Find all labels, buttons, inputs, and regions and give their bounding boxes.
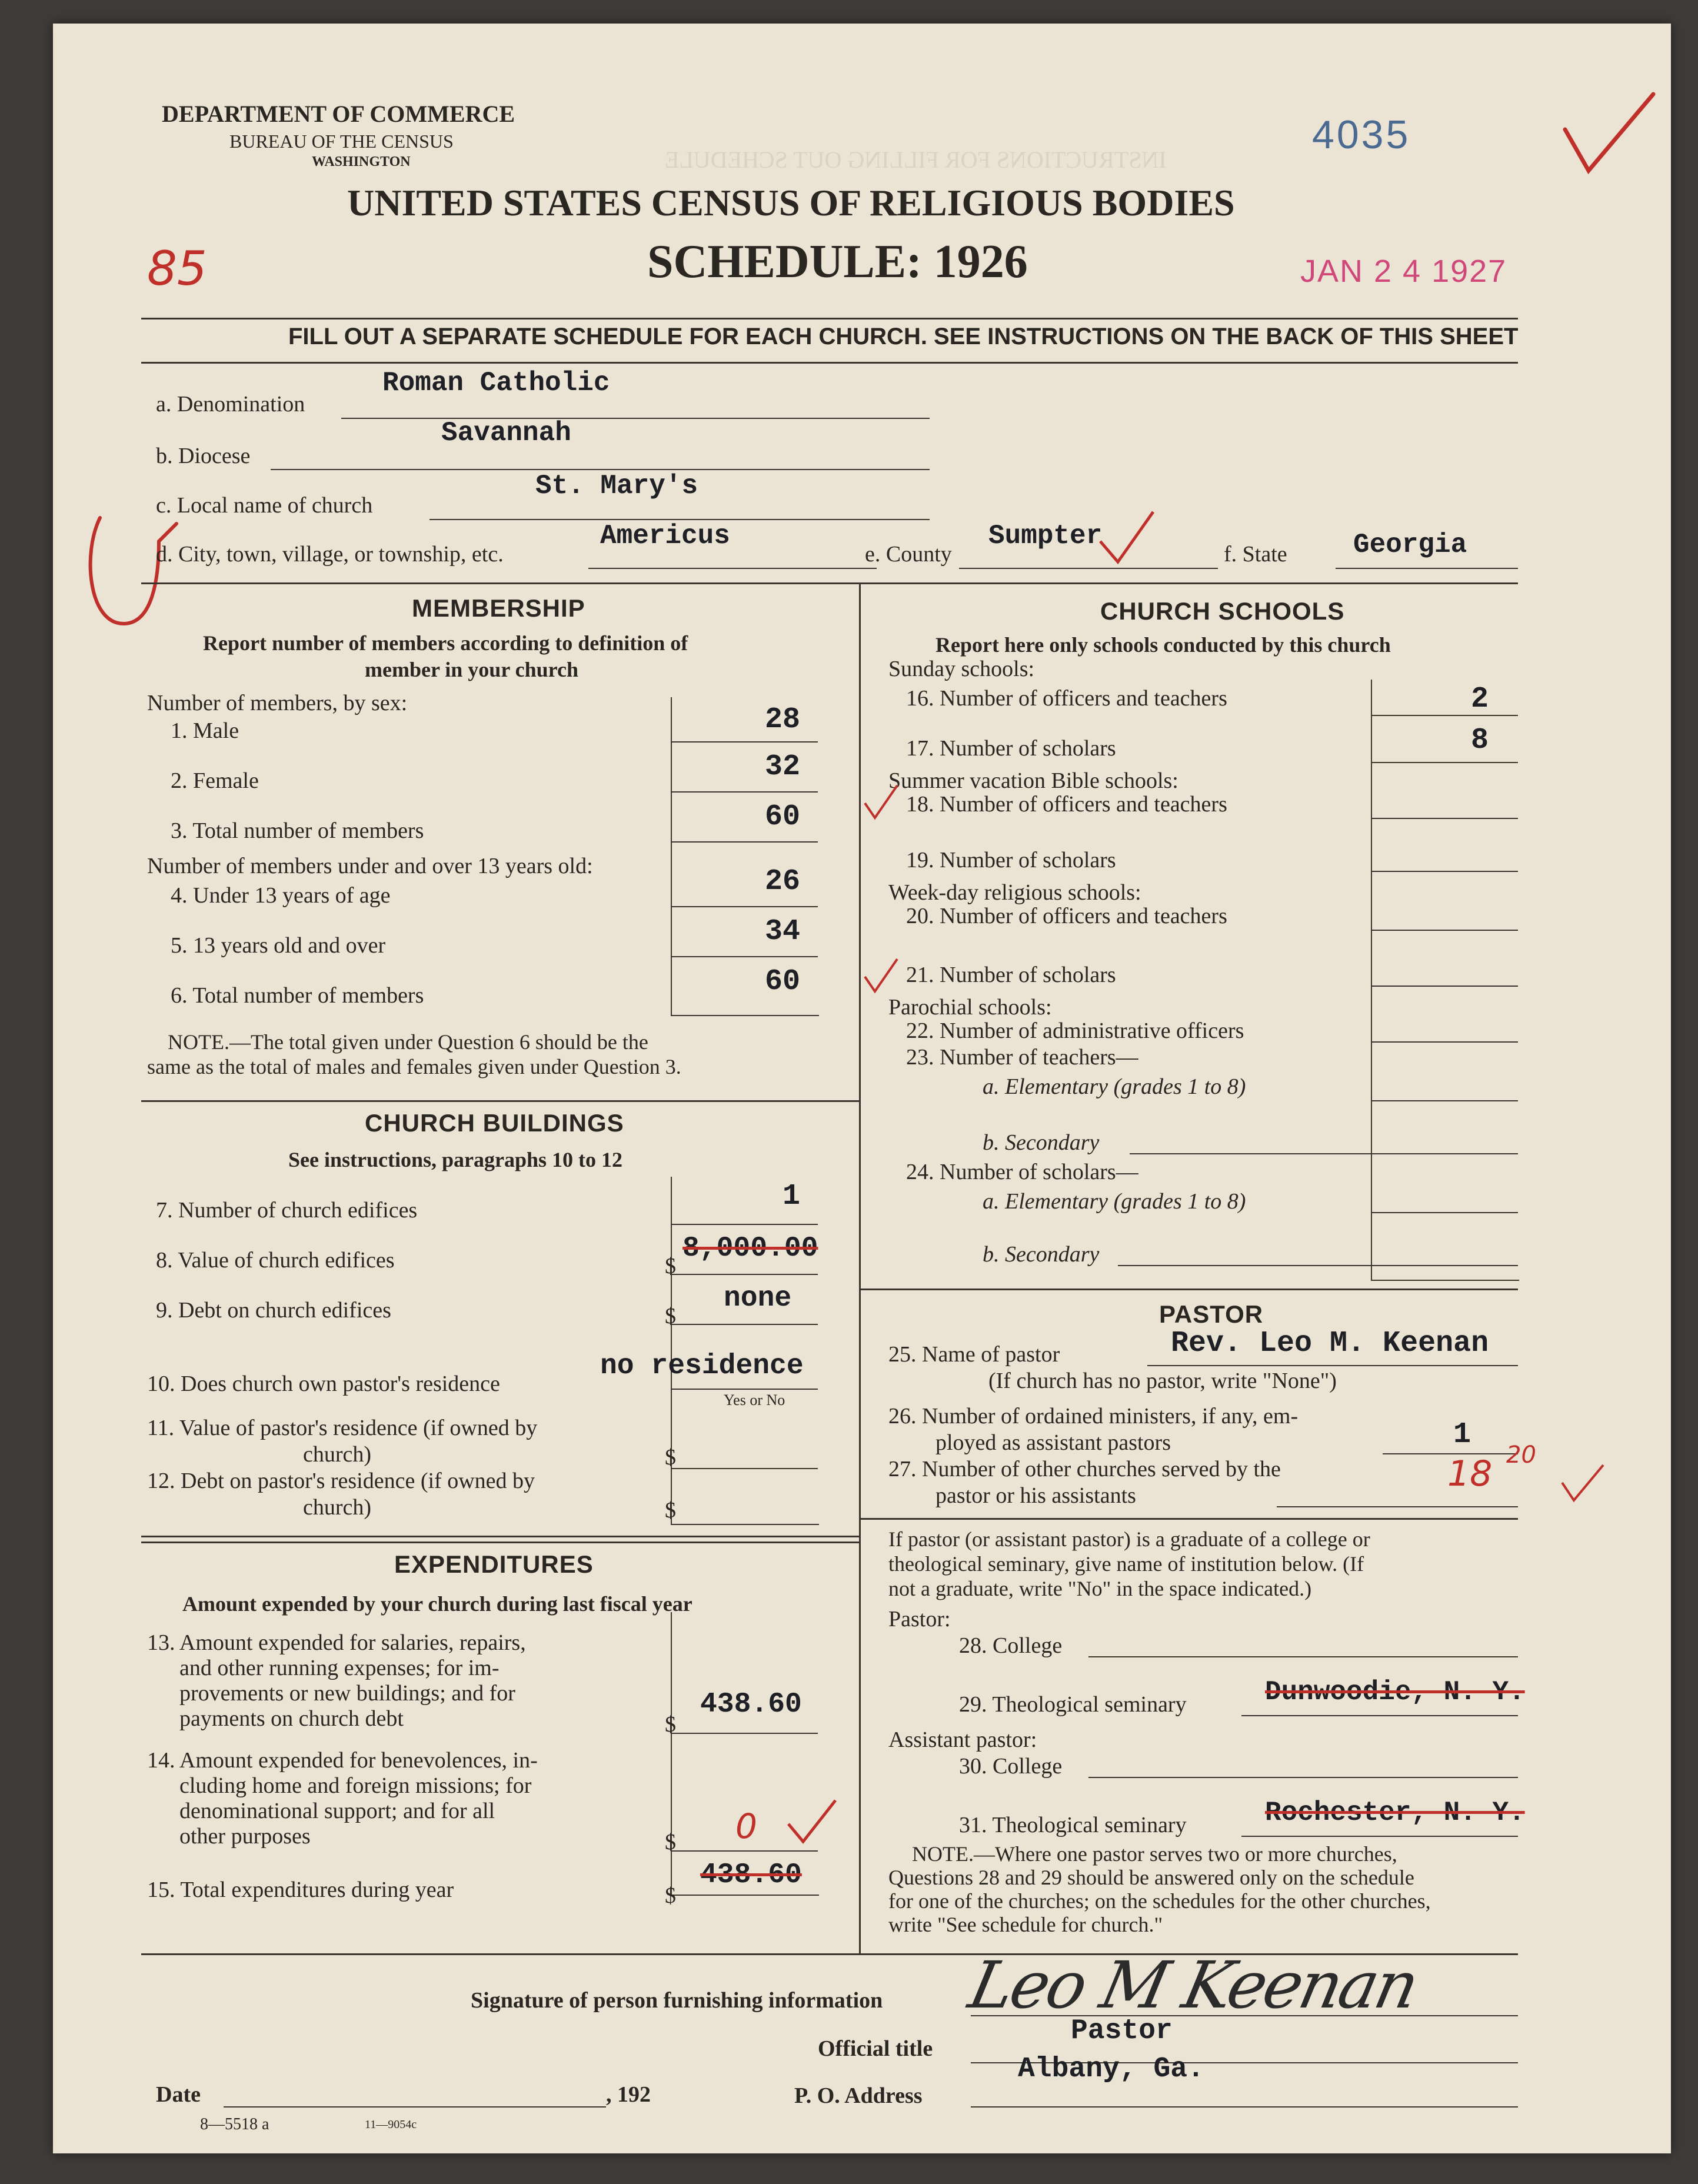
q13-line [671,1733,818,1734]
denomination-value: Roman Catholic [382,368,610,398]
state-label: f. State [1224,542,1287,567]
church-name-value: St. Mary's [535,471,698,501]
q11-label-1: 11. Value of pastor's residence (if owned by [147,1416,538,1440]
q9-line [671,1324,818,1325]
q12-label-1: 12. Debt on pastor's residence (if owned by [147,1469,535,1493]
membership-note-1: NOTE.—The total given under Question 6 should be the [168,1030,648,1054]
q24a-line [1371,1212,1518,1213]
membership-intro-1: Report number of members according to definition of [203,631,688,655]
buildings-divider-2 [141,1542,859,1543]
q11-label-2: church) [303,1442,372,1467]
q21-check-mark [862,956,903,997]
instruction-banner: FILL OUT A SEPARATE SCHEDULE FOR EACH CHURCH. SEE INSTRUCTIONS ON THE BACK OF THIS SHEET [288,324,1519,349]
q24-label: 24. Number of scholars— [906,1160,1138,1184]
official-title-value: Pastor [1071,2015,1173,2047]
q15-dollar: $ [665,1883,676,1908]
date-line [224,2106,606,2108]
q27-check-mark [1559,1459,1606,1506]
q16-value: 2 [1471,682,1489,716]
buildings-divider [141,1536,859,1537]
q18-line [1371,818,1518,819]
pastor-name-value: Rev. Leo M. Keenan [1171,1327,1489,1360]
q23a-line [1371,1100,1518,1101]
official-title-label: Official title [818,2036,933,2061]
q14-label-4: other purposes [179,1824,311,1849]
state-line [1336,568,1518,569]
q29-label: 29. Theological seminary [959,1692,1187,1717]
city-label: d. City, town, village, or township, etc. [156,542,504,567]
red-check-mark [1559,88,1659,182]
washington-label: WASHINGTON [312,154,411,169]
q26-value: 1 [1453,1418,1471,1451]
q29-value: Dunwoodie, N. Y. [1265,1677,1525,1707]
county-value: Sumpter [988,521,1103,551]
q8-line [671,1274,818,1275]
q13-dollar: $ [665,1712,676,1737]
address-line [971,2106,1518,2108]
schools-subtitle: Report here only schools conducted by this church [935,633,1391,657]
q27-label-1: 27. Number of other churches served by the [888,1457,1281,1481]
received-date-stamp: JAN 2 4 1927 [1300,254,1507,289]
buildings-subtitle: See instructions, paragraphs 10 to 12 [288,1148,623,1171]
county-label: e. County [865,542,952,567]
q14-check-mark [783,1795,841,1847]
handwritten-number: 85 [147,241,207,296]
q1-label: 1. Male [171,718,239,743]
pastor-note-1: NOTE.—Where one pastor serves two or more churches, [912,1842,1397,1866]
pastor-title: PASTOR [1159,1300,1264,1328]
q5-value: 34 [765,915,801,948]
parochial-schools-label: Parochial schools: [888,995,1052,1020]
form-title: UNITED STATES CENSUS OF RELIGIOUS BODIES [347,182,1235,224]
graduate-note-2: theological seminary, give name of institution below. (If [888,1552,1364,1576]
pastor-signature: Leo M Keenan [963,1947,1424,2023]
q24b-label: b. Secondary [983,1242,1100,1267]
department-label: DEPARTMENT OF COMMERCE [162,101,515,127]
q28-label: 28. College [959,1633,1063,1658]
q15-label: 15. Total expenditures during year [147,1877,454,1902]
q27-value: 18 [1447,1453,1493,1494]
q30-line [1088,1777,1518,1778]
q5-line [671,956,818,957]
pastor-note-2: Questions 28 and 29 should be answered only on the schedule [888,1866,1414,1889]
q27-value-alt: 20 [1506,1441,1536,1469]
q16-line [1371,715,1518,716]
q20-line [1371,930,1518,931]
q9-value: none [724,1283,792,1314]
q11-line [671,1468,818,1469]
state-value: Georgia [1353,530,1467,560]
q27-line [1277,1506,1518,1507]
q14-label-3: denominational support; and for all [179,1799,495,1823]
q6-value: 60 [765,965,801,998]
q17-label: 17. Number of scholars [906,736,1116,761]
q30-label: 30. College [959,1754,1063,1779]
denomination-line [341,418,930,419]
q21-label: 21. Number of scholars [906,963,1116,987]
show-through-heading: INSTRUCTIONS FOR FILLING OUT SCHEDULE [665,147,1167,173]
q7-value: 1 [783,1180,801,1213]
q1-line [671,741,818,743]
signature-line [971,2015,1518,2016]
church-name-label: c. Local name of church [156,493,373,518]
column-divider [859,582,861,1953]
q7-label: 7. Number of church edifices [156,1198,418,1223]
schedule-title: SCHEDULE: 1926 [647,236,1028,288]
q3-value: 60 [765,800,801,834]
q28-line [1088,1656,1518,1657]
q19-line [1371,871,1518,872]
q4-label: 4. Under 13 years of age [171,883,391,908]
graduate-note-3: not a graduate, write "No" in the space indicated.) [888,1577,1312,1600]
q3-line [671,841,818,843]
q25-label: 25. Name of pastor [888,1342,1060,1367]
pastor-subheading: Pastor: [888,1607,951,1632]
q18-check-mark [862,783,903,824]
q24a-label: a. Elementary (grades 1 to 8) [983,1189,1246,1214]
q14-label-1: 14. Amount expended for benevolences, in- [147,1748,538,1773]
q8-dollar: $ [665,1254,676,1279]
q23b-line [1130,1153,1518,1154]
q25-note: (If church has no pastor, write "None") [988,1369,1337,1393]
diocese-label: b. Diocese [156,444,251,468]
buildings-title: CHURCH BUILDINGS [365,1109,624,1137]
q9-label: 9. Debt on church edifices [156,1298,391,1323]
q29-line [1241,1715,1518,1716]
q24b-line [1118,1265,1518,1266]
q17-value: 8 [1471,724,1489,757]
q9-dollar: $ [665,1304,676,1329]
address-label: P. O. Address [794,2083,923,2108]
print-number: 11—9054c [365,2118,417,2131]
section-divider-top [141,582,1518,584]
top-divider [141,318,1518,319]
q18-label: 18. Number of officers and teachers [906,792,1227,817]
membership-note-2: same as the total of males and females given under Question 3. [147,1055,681,1078]
address-value: Albany, Ga. [1018,2053,1204,2085]
q4-value: 26 [765,865,801,898]
q27-label-2: pastor or his assistants [935,1483,1136,1508]
q25-line [1147,1365,1518,1366]
q10-line [671,1389,818,1390]
q2-label: 2. Female [171,768,259,793]
q13-value: 438.60 [700,1689,802,1720]
q14-dollar: $ [665,1830,676,1855]
census-form-sheet [53,24,1671,2153]
q13-label-2: and other running expenses; for im- [179,1656,500,1680]
yes-no-hint: Yes or No [724,1391,785,1409]
q31-label: 31. Theological seminary [959,1813,1187,1837]
church-name-line [430,519,930,520]
pastor-note-4: write "See schedule for church." [888,1913,1163,1936]
q7-line [671,1224,818,1225]
membership-divider [141,1100,859,1102]
red-u-mark [71,506,188,641]
city-value: Americus [600,521,730,551]
signature-label: Signature of person furnishing information [471,1988,883,2013]
sunday-schools-label: Sunday schools: [888,657,1035,681]
q14-value: 0 [735,1806,757,1846]
date-year: , 192 [606,2082,651,2107]
q13-label-3: provements or new buildings; and for [179,1681,515,1706]
q3-label: 3. Total number of members [171,818,424,843]
membership-intro-2: member in your church [365,658,579,681]
q13-label-4: payments on church debt [179,1706,404,1731]
form-number: 8—5518 a [200,2115,269,2133]
q10-value: no residence [600,1350,804,1382]
q26-label-1: 26. Number of ordained ministers, if any, em- [888,1404,1299,1429]
banner-divider [141,362,1518,364]
q15-value: 438.60 [700,1859,802,1891]
q31-line [1241,1836,1518,1837]
q23b-label: b. Secondary [983,1130,1100,1155]
q6-label: 6. Total number of members [171,983,424,1008]
schools-divider [859,1289,1518,1290]
members-by-sex-label: Number of members, by sex: [147,691,408,715]
serial-number: 4035 [1312,112,1411,157]
q11-dollar: $ [665,1445,676,1470]
q22-line [1371,1041,1518,1043]
expenditures-number-column [671,1612,819,1896]
members-by-age-label: Number of members under and over 13 years old: [147,854,593,878]
date-label: Date [156,2082,201,2107]
q23-label: 23. Number of teachers— [906,1045,1138,1070]
county-line [959,568,1218,569]
bureau-label: BUREAU OF THE CENSUS [229,131,454,152]
pastor-divider [859,1518,1518,1520]
q5-label: 5. 13 years old and over [171,933,386,958]
q12-dollar: $ [665,1498,676,1523]
expenditures-subtitle: Amount expended by your church during last fiscal year [182,1592,692,1616]
q1-value: 28 [765,703,801,737]
q17-line [1371,762,1518,763]
county-check-mark [1094,506,1159,571]
q13-label-1: 13. Amount expended for salaries, repairs, [147,1630,526,1655]
weekday-schools-label: Week-day religious schools: [888,880,1141,905]
city-line [588,568,877,569]
q19-label: 19. Number of scholars [906,848,1116,873]
q2-line [671,791,818,793]
q4-line [671,906,818,907]
q12-label-2: church) [303,1495,372,1520]
q14-line [671,1850,818,1852]
graduate-note-1: If pastor (or assistant pastor) is a graduate of a college or [888,1527,1370,1551]
diocese-line [271,469,930,470]
schools-number-column [1371,680,1519,1281]
membership-title: MEMBERSHIP [412,594,585,622]
q16-label: 16. Number of officers and teachers [906,686,1227,711]
q2-value: 32 [765,750,801,784]
denomination-label: a. Denomination [156,392,305,417]
q10-label: 10. Does church own pastor's residence [147,1371,500,1396]
q14-label-2: cluding home and foreign missions; for [179,1773,532,1798]
assistant-subheading: Assistant pastor: [888,1727,1037,1752]
q22-label: 22. Number of administrative officers [906,1018,1244,1043]
expenditures-title: EXPENDITURES [394,1550,594,1578]
q20-label: 20. Number of officers and teachers [906,904,1227,928]
q23a-label: a. Elementary (grades 1 to 8) [983,1074,1246,1099]
summer-schools-label: Summer vacation Bible schools: [888,768,1178,793]
q8-label: 8. Value of church edifices [156,1248,395,1273]
q8-value: 8,000.00 [682,1233,818,1264]
q26-label-2: ployed as assistant pastors [935,1430,1171,1455]
schools-title: CHURCH SCHOOLS [1100,597,1345,625]
q31-value: Rochester, N. Y. [1265,1797,1525,1828]
diocese-value: Savannah [441,418,571,448]
pastor-note-3: for one of the churches; on the schedules for the other churches, [888,1889,1431,1913]
q21-line [1371,986,1518,987]
